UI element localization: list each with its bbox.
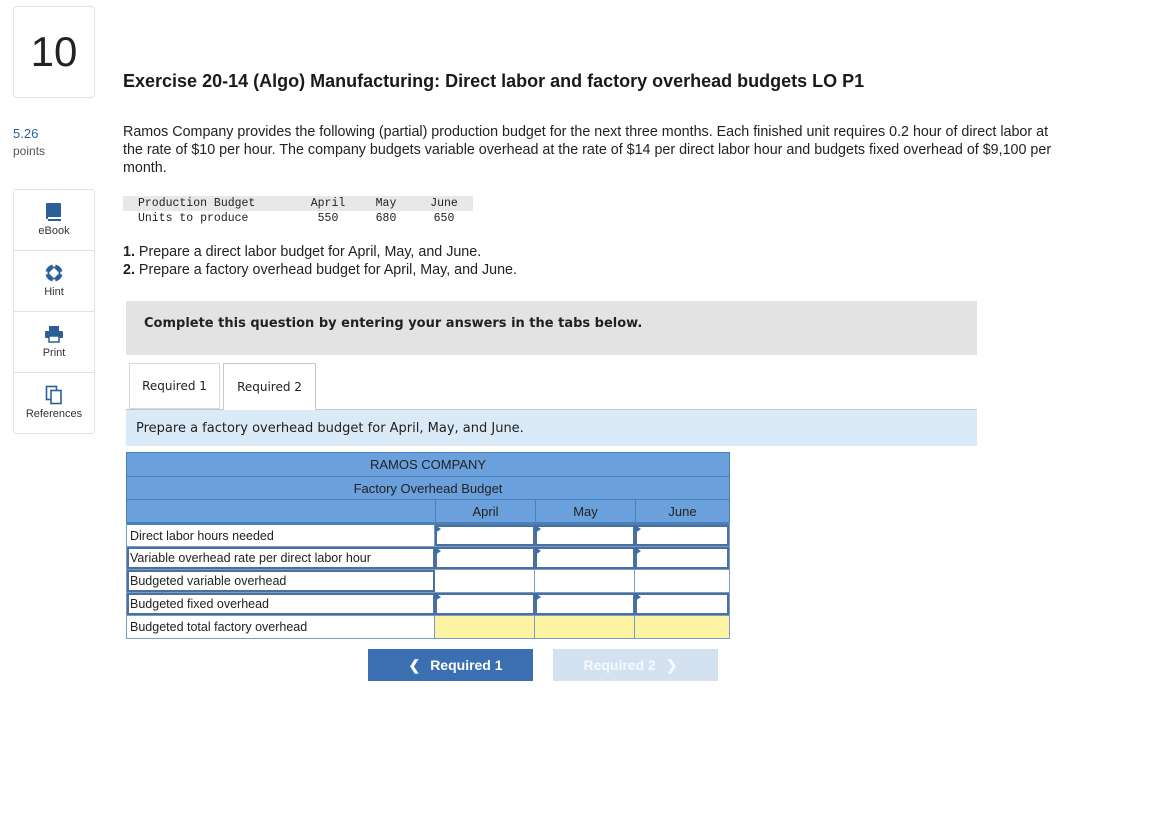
requirements-list [123, 243, 517, 279]
input-fixed-overhead-june[interactable] [635, 593, 729, 615]
hint-label: Hint [44, 286, 64, 298]
references-label: References [25, 408, 83, 420]
requirement-2-text: Prepare a factory overhead budget for April, May, and June. [138, 262, 517, 278]
total-overhead-june [635, 616, 729, 638]
requirement-1-number: 1. [123, 244, 135, 260]
input-marker-icon [635, 547, 641, 555]
tab-instruction-text: Prepare a factory overhead budget for April, May, and June. [136, 421, 524, 436]
calc-variable-overhead-may [535, 570, 635, 592]
question-number: 10 [30, 28, 78, 75]
tab-instruction-banner [126, 410, 977, 446]
input-fixed-overhead-may[interactable] [535, 593, 635, 615]
row-label-budgeted-total-overhead: Budgeted total factory overhead [127, 616, 435, 638]
requirement-2-number: 2. [123, 262, 135, 278]
input-marker-icon [435, 547, 441, 555]
print-label: Print [42, 347, 66, 359]
production-budget-header: Production Budget [138, 197, 256, 210]
row-label-direct-labor-hours: Direct labor hours needed [127, 525, 435, 546]
budget-table-header [126, 452, 730, 523]
total-overhead-may [535, 616, 635, 638]
next-button-label: Required 2 [583, 657, 656, 673]
input-variable-rate-may[interactable] [535, 547, 635, 569]
input-marker-icon [535, 525, 541, 533]
input-marker-icon [635, 593, 641, 601]
production-budget-table [123, 196, 473, 226]
row-label-budgeted-variable-overhead[interactable]: Budgeted variable overhead [127, 570, 435, 592]
units-june: 650 [433, 212, 455, 225]
copy-icon [44, 385, 64, 405]
intro-text: Ramos Company provides the following (partial) production budget for the next three months. Each finished unit requires 0.2 hour of direct labor at the rate of $10 per hour. The company budgets variable overhead at the rate of $14 per direct labor hour and budgets fixed overhead of $9,100 per month. [123, 124, 1052, 176]
factory-overhead-budget-table [126, 452, 730, 639]
production-budget-data-row [123, 211, 473, 226]
input-marker-icon [535, 593, 541, 601]
total-overhead-april [435, 616, 535, 638]
table-row [127, 615, 729, 638]
points-value: 5.26 [13, 126, 39, 141]
column-header-blank [127, 500, 435, 522]
column-header-may: May [535, 500, 635, 522]
input-fixed-overhead-april[interactable] [435, 593, 535, 615]
input-variable-rate-june[interactable] [635, 547, 729, 569]
table-row [127, 546, 729, 569]
row-label-budgeted-fixed-overhead[interactable]: Budgeted fixed overhead [127, 593, 435, 615]
month-may: May [375, 197, 397, 210]
row-label-variable-overhead-rate[interactable]: Variable overhead rate per direct labor hour [127, 547, 435, 569]
input-direct-labor-hours-may[interactable] [535, 525, 635, 546]
book-icon [44, 202, 64, 222]
calc-variable-overhead-april [435, 570, 535, 592]
units-may: 680 [375, 212, 397, 225]
production-budget-header-row [123, 196, 473, 211]
calc-variable-overhead-june [635, 570, 729, 592]
previous-button-label: Required 1 [430, 657, 503, 673]
references-button[interactable] [14, 373, 94, 434]
budget-title: Factory Overhead Budget [127, 476, 729, 499]
input-variable-rate-april[interactable] [435, 547, 535, 569]
input-marker-icon [435, 525, 441, 533]
printer-icon [44, 324, 64, 344]
budget-column-headers [127, 499, 729, 522]
chevron-left-icon: ❮ [408, 656, 421, 673]
ebook-label: eBook [38, 225, 70, 237]
input-direct-labor-hours-june[interactable] [635, 525, 729, 546]
instructions-text: Complete this question by entering your answers in the tabs below. [144, 316, 643, 331]
table-row [127, 592, 729, 615]
requirement-1-text: Prepare a direct labor budget for April, May, and June. [138, 244, 482, 260]
column-header-june: June [635, 500, 729, 522]
month-june: June [430, 197, 458, 210]
input-direct-labor-hours-april[interactable] [435, 525, 535, 546]
column-header-april: April [435, 500, 535, 522]
units-to-produce-label: Units to produce [138, 212, 249, 225]
next-button[interactable] [553, 649, 718, 681]
input-marker-icon [635, 525, 641, 533]
requirement-1 [123, 243, 517, 261]
requirement-2 [123, 261, 517, 279]
chevron-right-icon: ❯ [665, 656, 678, 673]
lifebuoy-icon [44, 263, 64, 283]
previous-button[interactable] [368, 649, 533, 681]
question-number-box [13, 6, 95, 98]
hint-button[interactable] [14, 251, 94, 312]
input-marker-icon [435, 593, 441, 601]
tab-required-2[interactable]: Required 2 [223, 363, 316, 410]
tools-panel [13, 189, 95, 434]
ebook-button[interactable] [14, 190, 94, 251]
instructions-banner [126, 301, 977, 355]
points-label: points [13, 144, 46, 158]
table-row [127, 523, 729, 546]
print-button[interactable] [14, 312, 94, 373]
company-name: RAMOS COMPANY [369, 457, 487, 472]
exercise-title: Exercise 20-14 (Algo) Manufacturing: Direct labor and factory overhead budgets LO P1 [123, 71, 865, 91]
budget-table-body [126, 523, 730, 639]
month-april: April [310, 197, 346, 210]
table-row [127, 569, 729, 592]
units-april: 550 [317, 212, 339, 225]
tab-required-1[interactable]: Required 1 [129, 363, 220, 409]
input-marker-icon [535, 547, 541, 555]
